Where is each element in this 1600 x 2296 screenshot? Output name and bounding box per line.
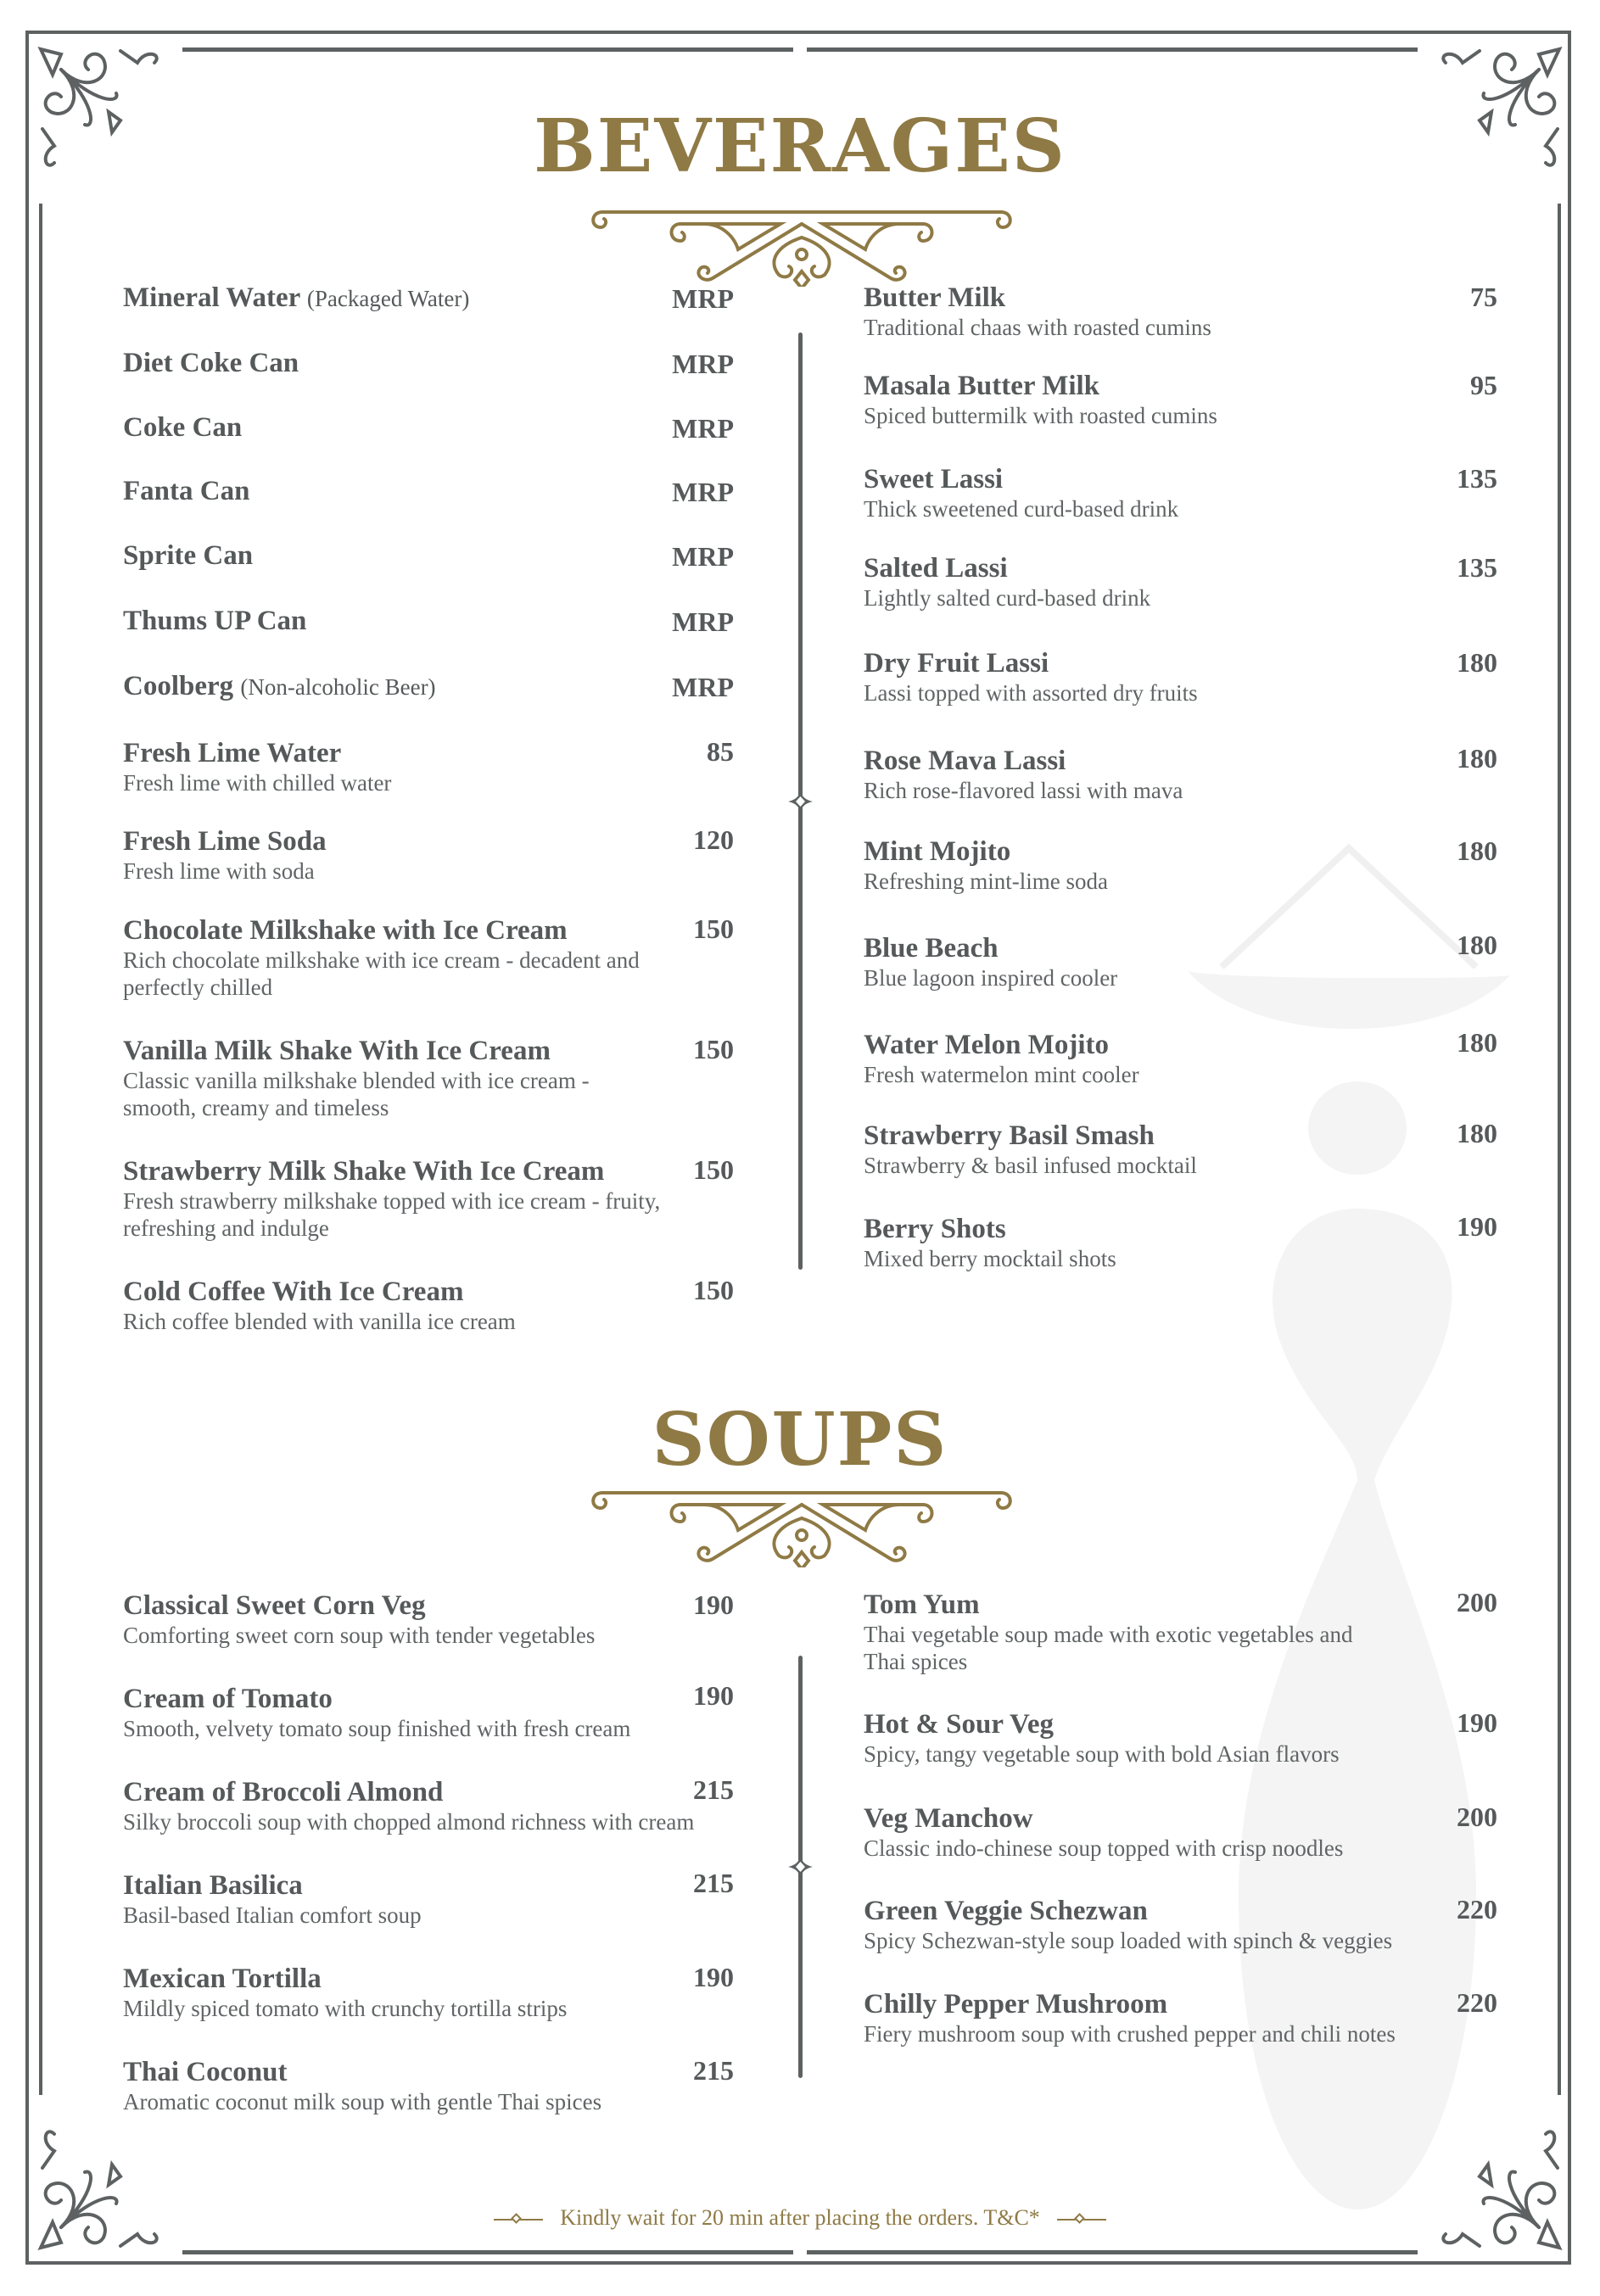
item-name: Coke Can	[123, 412, 243, 443]
item-name: Cream of Tomato	[123, 1684, 333, 1714]
item-description: Traditional chaas with roasted cumins	[864, 315, 1211, 340]
menu-item	[123, 1776, 694, 1835]
item-description: Rich rose-flavored lassi with mava	[864, 778, 1183, 803]
item-price: MRP	[672, 672, 734, 702]
item-name: Veg Manchow	[864, 1803, 1033, 1834]
menu-item	[864, 1802, 1343, 1862]
item-description: Spiced buttermilk with roasted cumins	[864, 403, 1217, 428]
menu-item	[123, 605, 306, 637]
item-name: Tom Yum	[864, 1589, 980, 1620]
item-description: Lassi topped with assorted dry fruits	[864, 680, 1198, 706]
item-price: 190	[1457, 1707, 1497, 1738]
item-name: Strawberry Basil Smash	[864, 1120, 1155, 1151]
item-description: Refreshing mint-lime soda	[864, 869, 1108, 894]
menu-item	[123, 670, 436, 703]
item-name: Masala Butter Milk	[864, 371, 1100, 401]
item-description: Blue lagoon inspired cooler	[864, 965, 1118, 991]
item-price: 180	[1457, 1027, 1497, 1058]
item-description: Spicy Schezwan-style soup loaded with spinch & veggies	[864, 1928, 1393, 1953]
item-name: Mineral Water	[123, 282, 300, 313]
item-name: Rose Mava Lassi	[864, 746, 1066, 776]
item-price: MRP	[672, 349, 734, 379]
frame-top-line-left	[182, 47, 793, 52]
item-name: Cream of Broccoli Almond	[123, 1777, 444, 1807]
menu-item	[864, 1120, 1197, 1179]
item-price: 215	[693, 1774, 734, 1805]
frame-bottom-line-left	[182, 2250, 793, 2254]
item-price: 190	[693, 1962, 734, 1992]
item-description: Rich coffee blended with vanilla ice cream	[123, 1309, 516, 1334]
menu-item	[123, 737, 391, 796]
item-description: Comforting sweet corn soup with tender vegetables	[123, 1623, 596, 1648]
item-description: Thick sweetened curd-based drink	[864, 496, 1179, 522]
item-price: 85	[707, 736, 734, 767]
item-price: 135	[1457, 552, 1497, 583]
item-price: 190	[693, 1680, 734, 1711]
item-description: Fresh strawberry milkshake topped with ice cream - fruity, refreshing and indulge	[123, 1188, 661, 1241]
menu-item	[864, 647, 1198, 707]
item-name: Italian Basilica	[123, 1870, 303, 1901]
item-price: 215	[693, 1868, 734, 1898]
item-description: Aromatic coconut milk soup with gentle Thai spices	[123, 2089, 602, 2114]
item-price: 215	[693, 2055, 734, 2086]
item-price: 150	[693, 1154, 734, 1185]
item-name: Fresh Lime Water	[123, 738, 342, 768]
item-name: Hot & Sour Veg	[864, 1709, 1055, 1740]
menu-item	[123, 282, 469, 315]
footer-note	[0, 2205, 1600, 2231]
menu-item	[123, 914, 683, 1001]
item-name: Strawberry Milk Shake With Ice Cream	[123, 1156, 605, 1187]
item-price: MRP	[672, 413, 734, 444]
item-description: Mildly spiced tomato with crunchy tortilla strips	[123, 1996, 568, 2021]
menu-item	[123, 1683, 630, 1742]
item-name: Coolberg	[123, 671, 234, 701]
menu-item	[123, 1869, 422, 1929]
beverages-heading-ornament-icon	[585, 193, 1018, 287]
menu-item	[123, 1963, 567, 2022]
menu-item	[864, 552, 1150, 612]
menu-item	[864, 1213, 1116, 1272]
item-name: Blue Beach	[864, 933, 999, 964]
item-name: Berry Shots	[864, 1214, 1006, 1244]
item-price: 150	[693, 913, 734, 944]
divider-diamond-icon	[787, 789, 814, 814]
item-note: (Non-alcoholic Beer)	[240, 674, 436, 700]
footer-note-text: Kindly wait for 20 min after placing the orders. T&C*	[560, 2205, 1040, 2230]
beverages-title: BEVERAGES	[534, 103, 1066, 189]
item-name: Fresh Lime Soda	[123, 826, 327, 857]
menu-item	[123, 1155, 700, 1242]
item-price: 135	[1457, 463, 1497, 494]
menu-item	[864, 463, 1178, 522]
item-description: Silky broccoli soup with chopped almond richness with cream	[123, 1809, 695, 1835]
item-description: Mixed berry mocktail shots	[864, 1246, 1116, 1271]
menu-item	[864, 1895, 1392, 1954]
item-name: Chilly Pepper Mushroom	[864, 1989, 1168, 2019]
item-price: 200	[1457, 1587, 1497, 1617]
item-price: 200	[1457, 1802, 1497, 1832]
frame-left-line	[39, 204, 42, 2095]
item-name: Mint Mojito	[864, 836, 1011, 867]
menu-item	[123, 825, 327, 885]
item-price: 180	[1457, 835, 1497, 866]
item-price: MRP	[672, 606, 734, 637]
item-name: Thai Coconut	[123, 2057, 288, 2087]
item-price: MRP	[672, 541, 734, 572]
item-price: 75	[1470, 282, 1497, 312]
item-price: 190	[1457, 1211, 1497, 1242]
item-description: Rich chocolate milkshake with ice cream - decadent and perfectly chilled	[123, 947, 640, 1000]
item-description: Classic vanilla milkshake blended with ice cream - smooth, creamy and timeless	[123, 1068, 590, 1120]
divider-diamond-icon	[787, 1854, 814, 1880]
item-name: Sweet Lassi	[864, 464, 1004, 494]
item-description: Spicy, tangy vegetable soup with bold Asian flavors	[864, 1741, 1340, 1767]
item-description: Basil-based Italian comfort soup	[123, 1902, 422, 1928]
item-name: Chocolate Milkshake with Ice Cream	[123, 915, 568, 946]
item-price: 180	[1457, 1118, 1497, 1148]
item-name: Green Veggie Schezwan	[864, 1896, 1148, 1926]
item-description: Lightly salted curd-based drink	[864, 585, 1151, 611]
menu-item	[864, 932, 1117, 992]
item-description: Strawberry & basil infused mocktail	[864, 1153, 1197, 1178]
item-price: 150	[693, 1275, 734, 1305]
menu-item	[864, 1589, 1390, 1675]
menu-item	[864, 1708, 1340, 1768]
item-price: 220	[1457, 1987, 1497, 2018]
item-name: Vanilla Milk Shake With Ice Cream	[123, 1036, 551, 1066]
item-price: 220	[1457, 1894, 1497, 1925]
item-name: Thums UP Can	[123, 606, 307, 636]
frame-bottom-line-right	[807, 2250, 1418, 2254]
frame-right-line	[1558, 204, 1561, 2095]
item-price: 120	[693, 824, 734, 855]
menu-item	[864, 745, 1183, 804]
item-price: 180	[1457, 930, 1497, 960]
item-price: 180	[1457, 647, 1497, 678]
item-description: Fresh lime with chilled water	[123, 770, 392, 796]
footer-left-flourish-icon	[494, 2219, 543, 2221]
item-name: Water Melon Mojito	[864, 1030, 1109, 1060]
item-description: Fiery mushroom soup with crushed pepper and chili notes	[864, 2021, 1396, 2047]
menu-item	[123, 411, 242, 444]
item-price: 150	[693, 1034, 734, 1064]
corner-ornament-bottom-left-icon	[36, 2126, 163, 2253]
menu-item	[123, 347, 299, 379]
menu-item	[864, 1029, 1139, 1088]
menu-item	[864, 370, 1217, 429]
item-description: Classic indo-chinese soup topped with crisp noodles	[864, 1835, 1344, 1861]
item-price: 95	[1470, 370, 1497, 400]
item-name: Fanta Can	[123, 476, 250, 506]
item-name: Salted Lassi	[864, 553, 1008, 584]
menu-item	[123, 1276, 516, 1335]
item-description: Smooth, velvety tomato soup finished with fresh cream	[123, 1716, 631, 1741]
soups-title: SOUPS	[652, 1397, 948, 1483]
item-name: Mexican Tortilla	[123, 1964, 322, 1994]
item-description: Fresh lime with soda	[123, 858, 315, 884]
item-price: 190	[693, 1589, 734, 1620]
item-name: Classical Sweet Corn Veg	[123, 1590, 426, 1621]
item-description: Fresh watermelon mint cooler	[864, 1062, 1139, 1087]
item-name: Butter Milk	[864, 282, 1006, 313]
item-name: Sprite Can	[123, 540, 254, 571]
menu-item	[123, 475, 249, 507]
item-price: MRP	[672, 477, 734, 507]
item-name: Diet Coke Can	[123, 348, 299, 378]
menu-item	[864, 1988, 1396, 2047]
menu-item	[864, 282, 1211, 341]
item-description: Thai vegetable soup made with exotic vegetables and Thai spices	[864, 1622, 1353, 1674]
item-name: Cold Coffee With Ice Cream	[123, 1276, 464, 1307]
item-name: Dry Fruit Lassi	[864, 648, 1049, 679]
item-price: MRP	[672, 283, 734, 314]
menu-item	[123, 1589, 595, 1649]
item-note: (Packaged Water)	[306, 286, 470, 311]
item-price: 180	[1457, 743, 1497, 774]
menu-item	[864, 835, 1108, 895]
footer-right-flourish-icon	[1057, 2219, 1106, 2221]
menu-item	[123, 1035, 683, 1121]
frame-top-line-right	[807, 47, 1418, 52]
menu-item	[123, 539, 253, 572]
soups-heading-ornament-icon	[585, 1474, 1018, 1567]
menu-item	[123, 2056, 601, 2115]
